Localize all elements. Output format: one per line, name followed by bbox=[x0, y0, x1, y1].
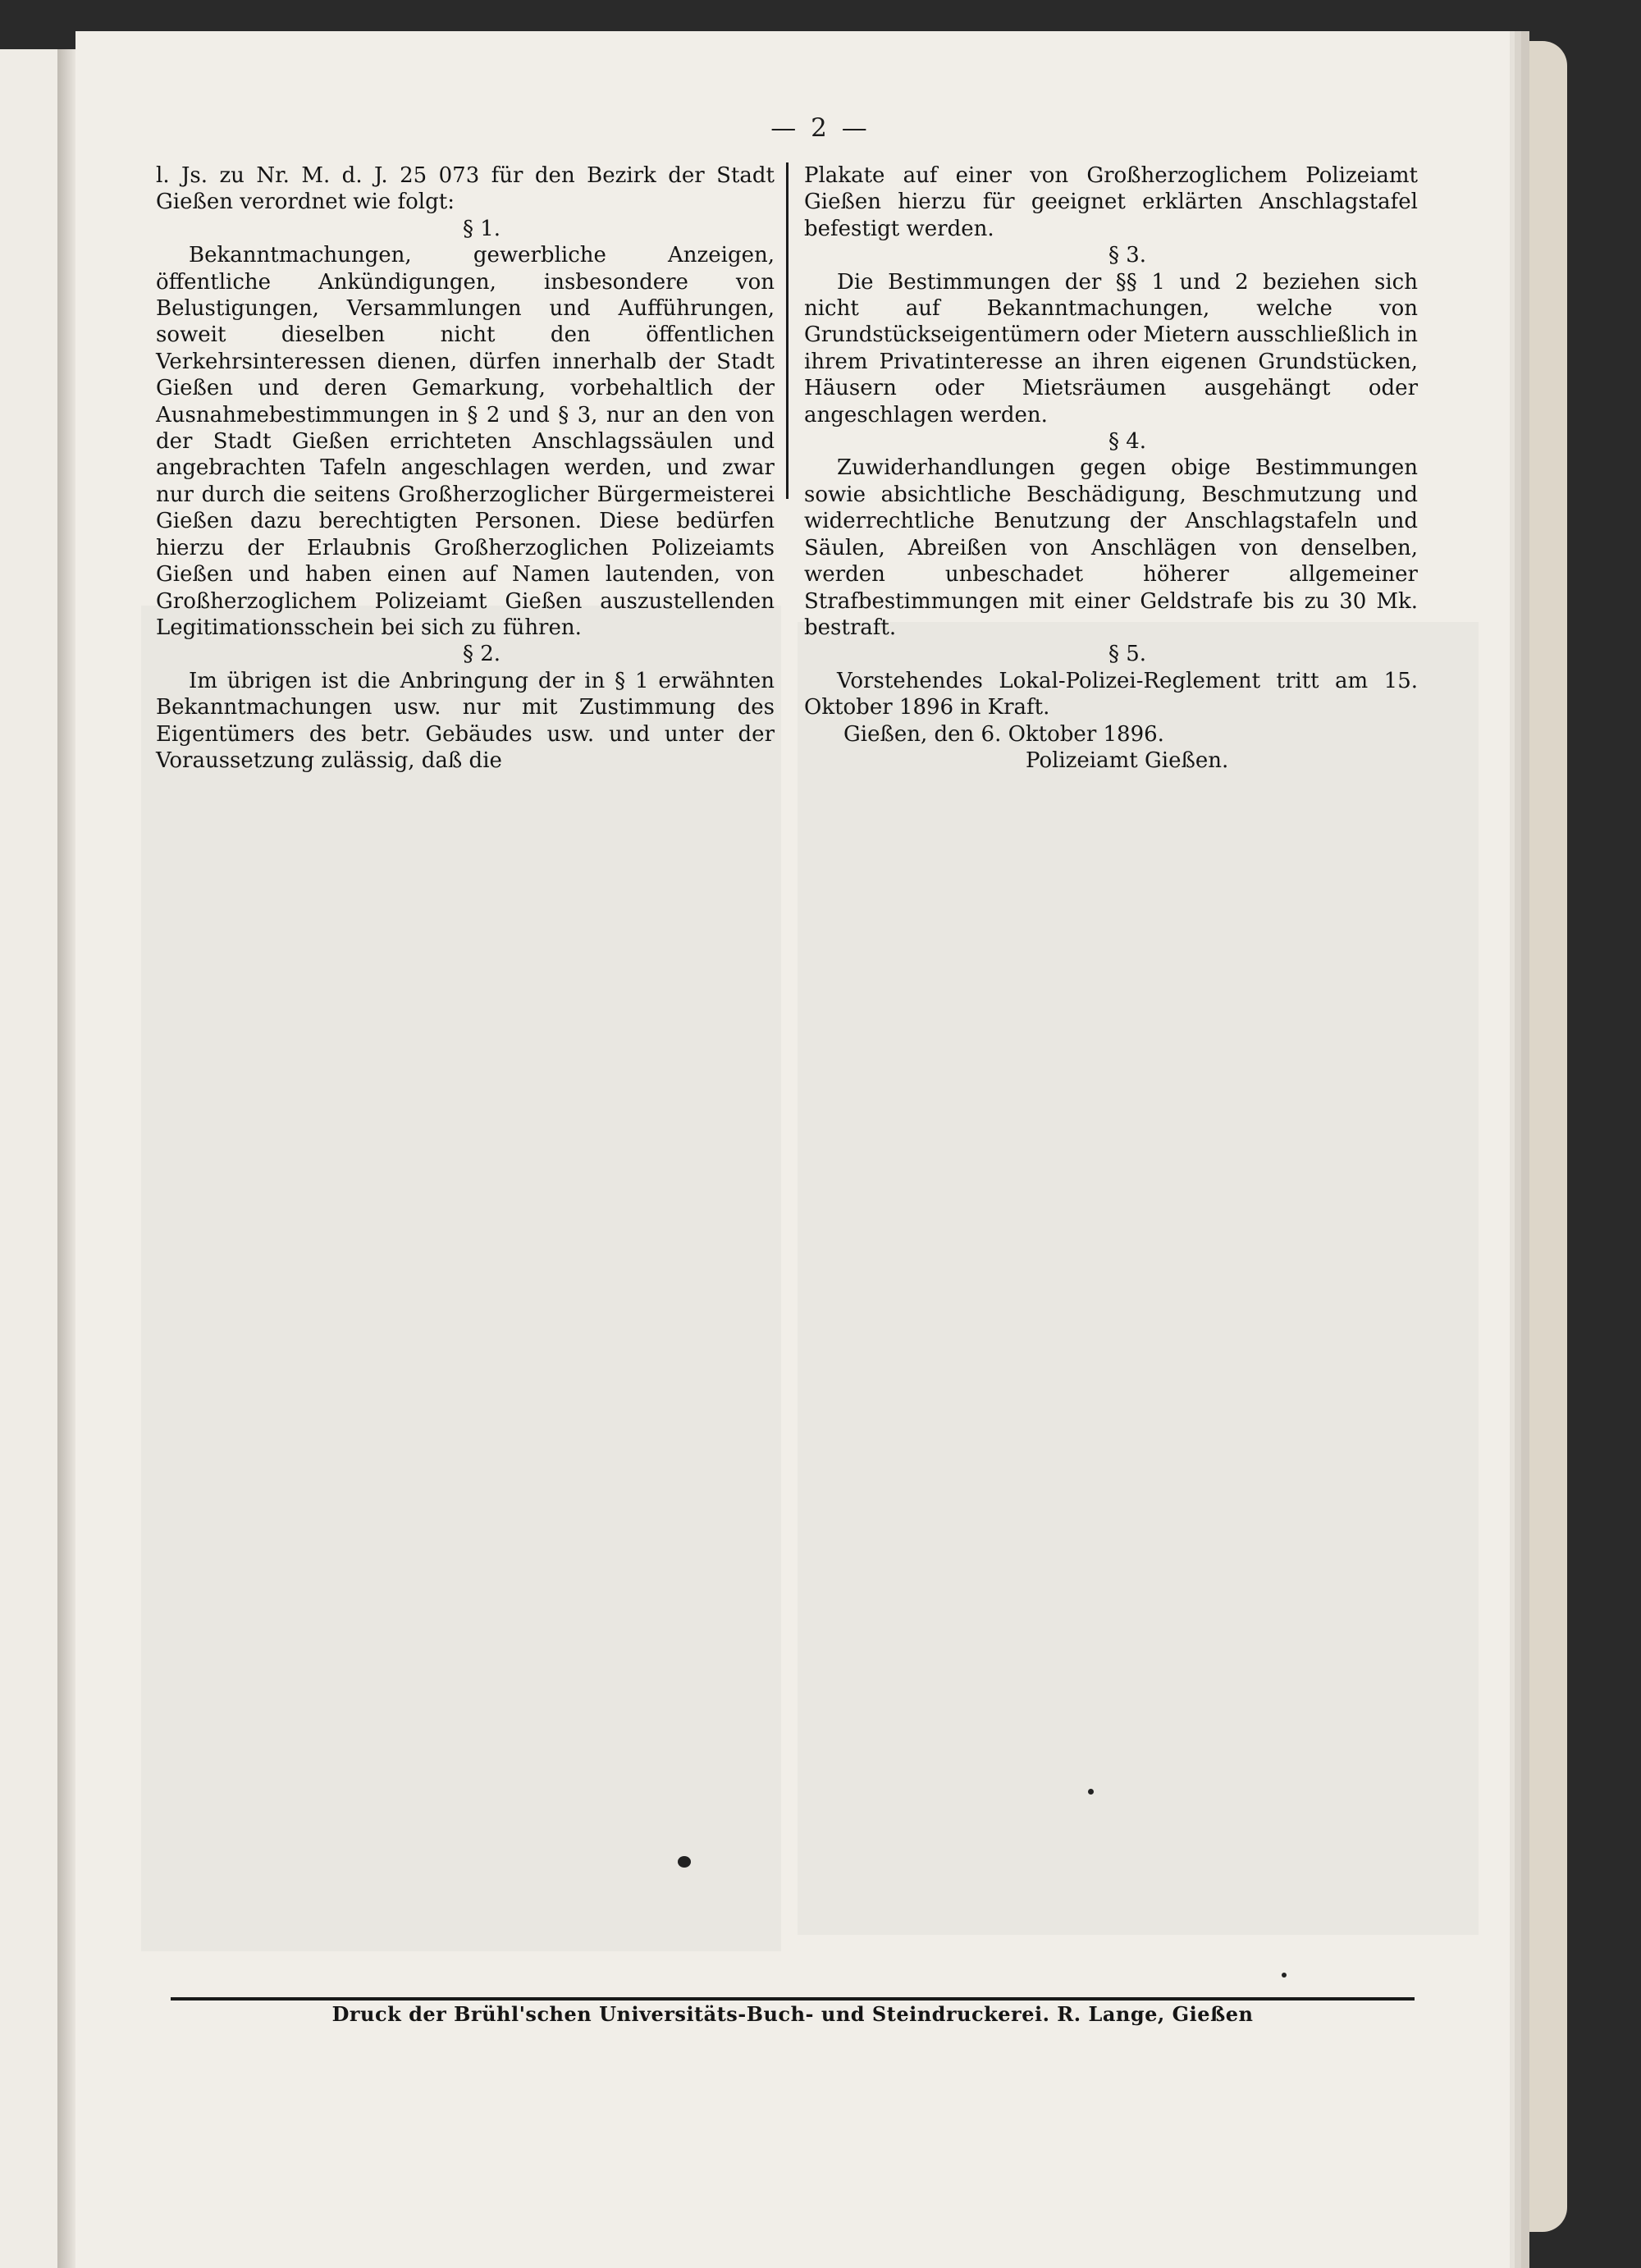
section-5-heading: § 5. bbox=[1108, 642, 1147, 667]
right-column bbox=[804, 162, 1418, 774]
section-5-text: Vorstehendes Lokal-Polizei-Reglement tritt am 15. Oktober 1896 in Kraft. bbox=[804, 668, 1418, 720]
scan-speck bbox=[678, 1856, 691, 1868]
page-stack-edge bbox=[1529, 41, 1567, 2232]
intro-paragraph: l. Js. zu Nr. M. d. J. 25 073 für den Bezirk der Stadt Gießen verordnet wie folgt: bbox=[156, 163, 775, 215]
printer-imprint: Druck der Brühl'schen Universitäts-Buch- und Steindruckerei. R. Lange, Gießen bbox=[331, 2002, 1254, 2026]
left-column bbox=[156, 162, 775, 774]
place-date: Gießen, den 6. Oktober 1896. bbox=[843, 721, 1164, 747]
section-4-text: Zuwiderhandlungen gegen obige Bestimmungen sowie absichtliche Beschädigung, Beschmutzung und widerrechtliche Benutzung der Anschlagstafeln und Säulen, Abreißen von Anschlägen von denselben, werden unbeschadet höherer allgemeiner Strafbestimmungen mit einer Geldstrafe bis zu 30 Mk. bestraft. bbox=[804, 455, 1418, 640]
page-number: — 2 — bbox=[770, 113, 871, 143]
section-2-heading: § 2. bbox=[462, 642, 501, 667]
book-gutter bbox=[57, 49, 75, 2268]
footer-rule bbox=[171, 1997, 1415, 2001]
scan-speck bbox=[1282, 1973, 1287, 1978]
signature: Polizeiamt Gießen. bbox=[1026, 748, 1229, 773]
left-page-edge bbox=[0, 49, 57, 2268]
section-3-heading: § 3. bbox=[1108, 243, 1147, 268]
scan-speck bbox=[1088, 1789, 1094, 1795]
section-3-text: Die Bestimmungen der §§ 1 und 2 beziehen sich nicht auf Bekanntmachungen, welche von Grundstückseigentümern oder Mietern ausschließlich in ihrem Privatinteresse an ihren eigenen Grundstücken, Häusern oder Mietsräumen ausgehängt oder angeschlagen werden. bbox=[804, 269, 1418, 428]
section-2-continuation: Plakate auf einer von Großherzoglichem Polizeiamt Gießen hierzu für geeignet erklärten Anschlagstafel befestigt werden. bbox=[804, 163, 1418, 241]
section-1-heading: § 1. bbox=[462, 216, 501, 241]
section-1-text: Bekanntmachungen, gewerbliche Anzeigen, öffentliche Ankündigungen, insbesondere von Belustigungen, Versammlungen und Aufführungen, soweit dieselben nicht den öffentlichen Verkehrsinteressen dienen, dürfen innerhalb der Stadt Gießen und deren Gemarkung, vorbehaltlich der Ausnahmebestimmungen in § 2 und § 3, nur an den von der Stadt Gießen errichteten Anschlagssäulen und angebrachten Tafeln angeschlagen werden, und zwar nur durch die seitens Großherzoglicher Bürgermeisterei Gießen dazu berechtigten Personen. Diese bedürfen hierzu der Erlaubnis Großherzoglichen Polizeiamts Gießen und haben einen auf Namen lautenden, von Großherzoglichem Polizeiamt Gießen auszustellenden Legitimationsschein bei sich zu führen. bbox=[156, 243, 775, 640]
section-2-text: Im übrigen ist die Anbringung der in § 1 erwähnten Bekanntmachungen usw. nur mit Zustimmung des Eigentümers des betr. Gebäudes usw. und unter der Voraussetzung zulässig, daß die bbox=[156, 668, 775, 773]
column-divider bbox=[786, 162, 789, 499]
section-4-heading: § 4. bbox=[1108, 429, 1147, 455]
